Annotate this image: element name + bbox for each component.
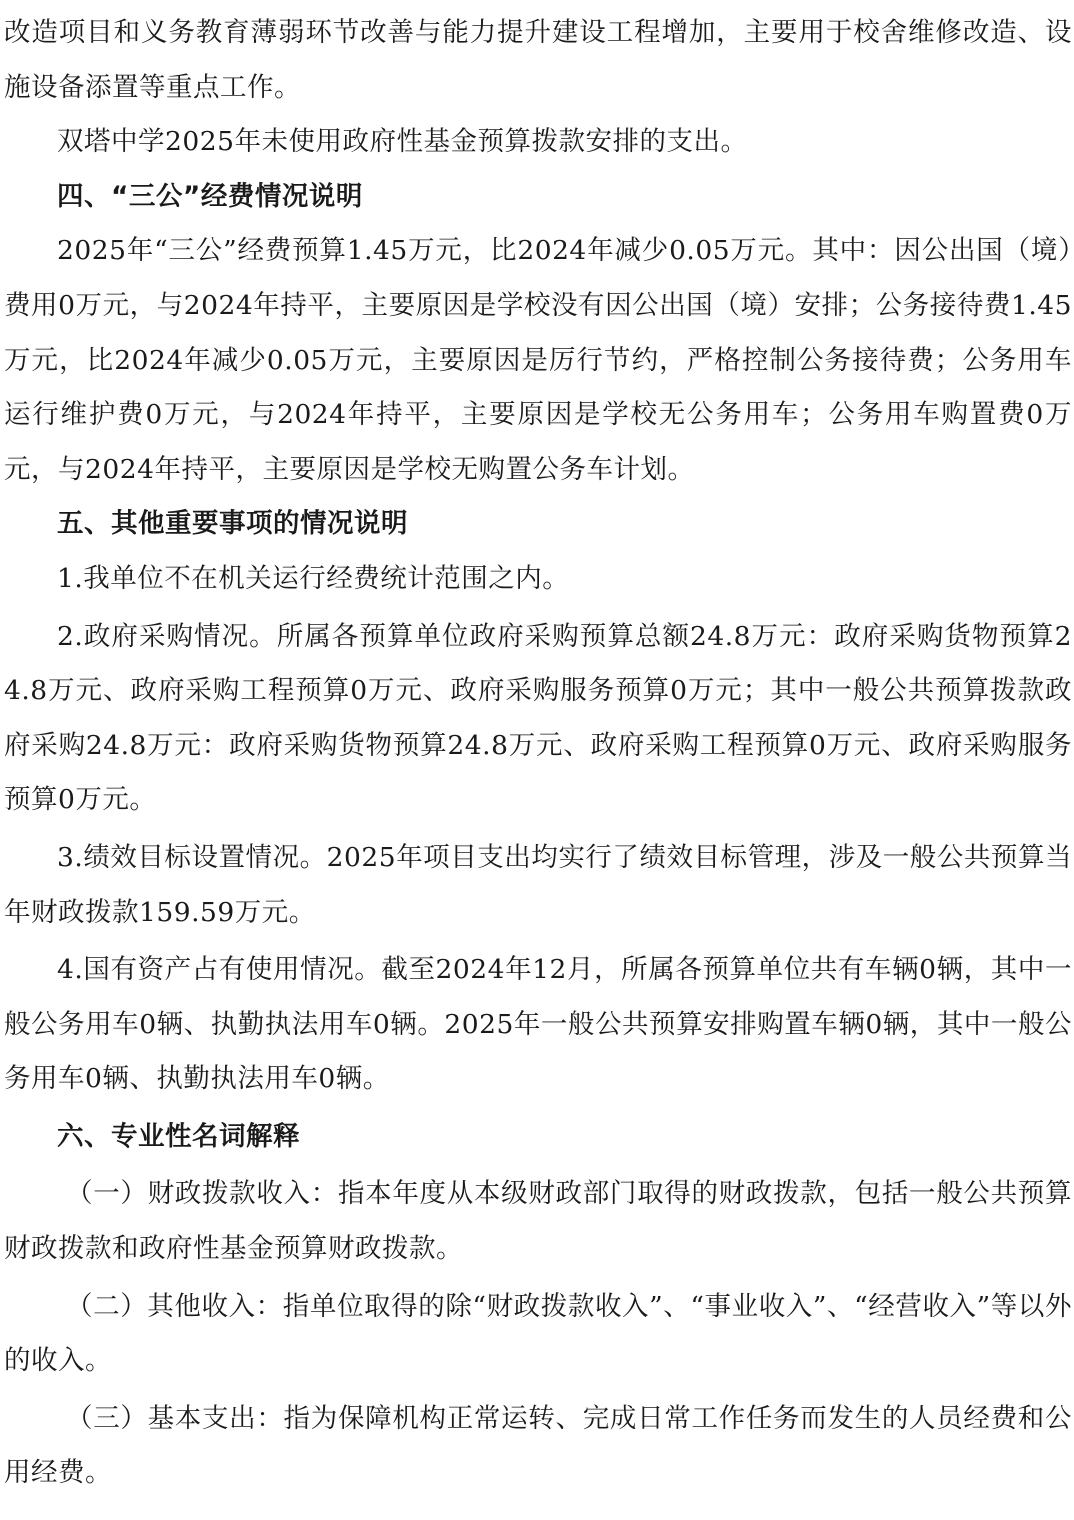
heading-three-public-expenses: 四、“三公”经费情况说明 xyxy=(57,180,363,212)
paragraph-definition-2: （二）其他收入：指单位取得的除“财政拨款收入”、“事业收入”、“经营收入”等以外的收入。 xyxy=(4,1290,1072,1377)
paragraph-item-4: 4.国有资产占有使用情况。截至2024年12月，所属各预算单位共有车辆0辆，其中一般公务用车0辆、执勤执法用车0辆。2025年一般公共预算安排购置车辆0辆，其中一般公务用车0辆、执勤执法用车0辆。 xyxy=(4,954,1072,1095)
paragraph-three-public-expenses: 2025年“三公”经费预算1.45万元，比2024年减少0.05万元。其中：因公出国（境）费用0万元，与2024年持平，主要原因是学校没有因公出国（境）安排；公务接待费1.45万元，比2024年减少0.05万元，主要原因是厉行节约，严格控制公务接待费；公务用车运行维护费0万元，与2024年持平，主要原因是学校无公务用车；公务用车购置费0万元，与2024年持平，主要原因是学校无购置公务车计划。 xyxy=(4,235,1072,485)
heading-terminology: 六、专业性名词解释 xyxy=(57,1120,300,1152)
paragraph-government-fund: 双塔中学2025年未使用政府性基金预算拨款安排的支出。 xyxy=(57,126,748,158)
paragraph-item-1: 1.我单位不在机关运行经费统计范围之内。 xyxy=(57,562,570,594)
paragraph-item-3: 3.绩效目标设置情况。2025年项目支出均实行了绩效目标管理，涉及一般公共预算当年财政拨款159.59万元。 xyxy=(4,841,1072,928)
paragraph-definition-1: （一）财政拨款收入：指本年度从本级财政部门取得的财政拨款，包括一般公共预算财政拨款和政府性基金预算财政拨款。 xyxy=(4,1178,1072,1265)
paragraph-continuation: 改造项目和义务教育薄弱环节改善与能力提升建设工程增加，主要用于校舍维修改造、设施设备添置等重点工作。 xyxy=(4,17,1072,103)
paragraph-definition-3: （三）基本支出：指为保障机构正常运转、完成日常工作任务而发生的人员经费和公用经费。 xyxy=(4,1402,1072,1489)
heading-other-matters: 五、其他重要事项的情况说明 xyxy=(57,508,408,540)
paragraph-item-2: 2.政府采购情况。所属各预算单位政府采购预算总额24.8万元：政府采购货物预算24.8万元、政府采购工程预算0万元、政府采购服务预算0万元；其中一般公共预算拨款政府采购24.8万元：政府采购货物预算24.8万元、政府采购工程预算0万元、政府采购服务预算0万元。 xyxy=(4,620,1072,816)
